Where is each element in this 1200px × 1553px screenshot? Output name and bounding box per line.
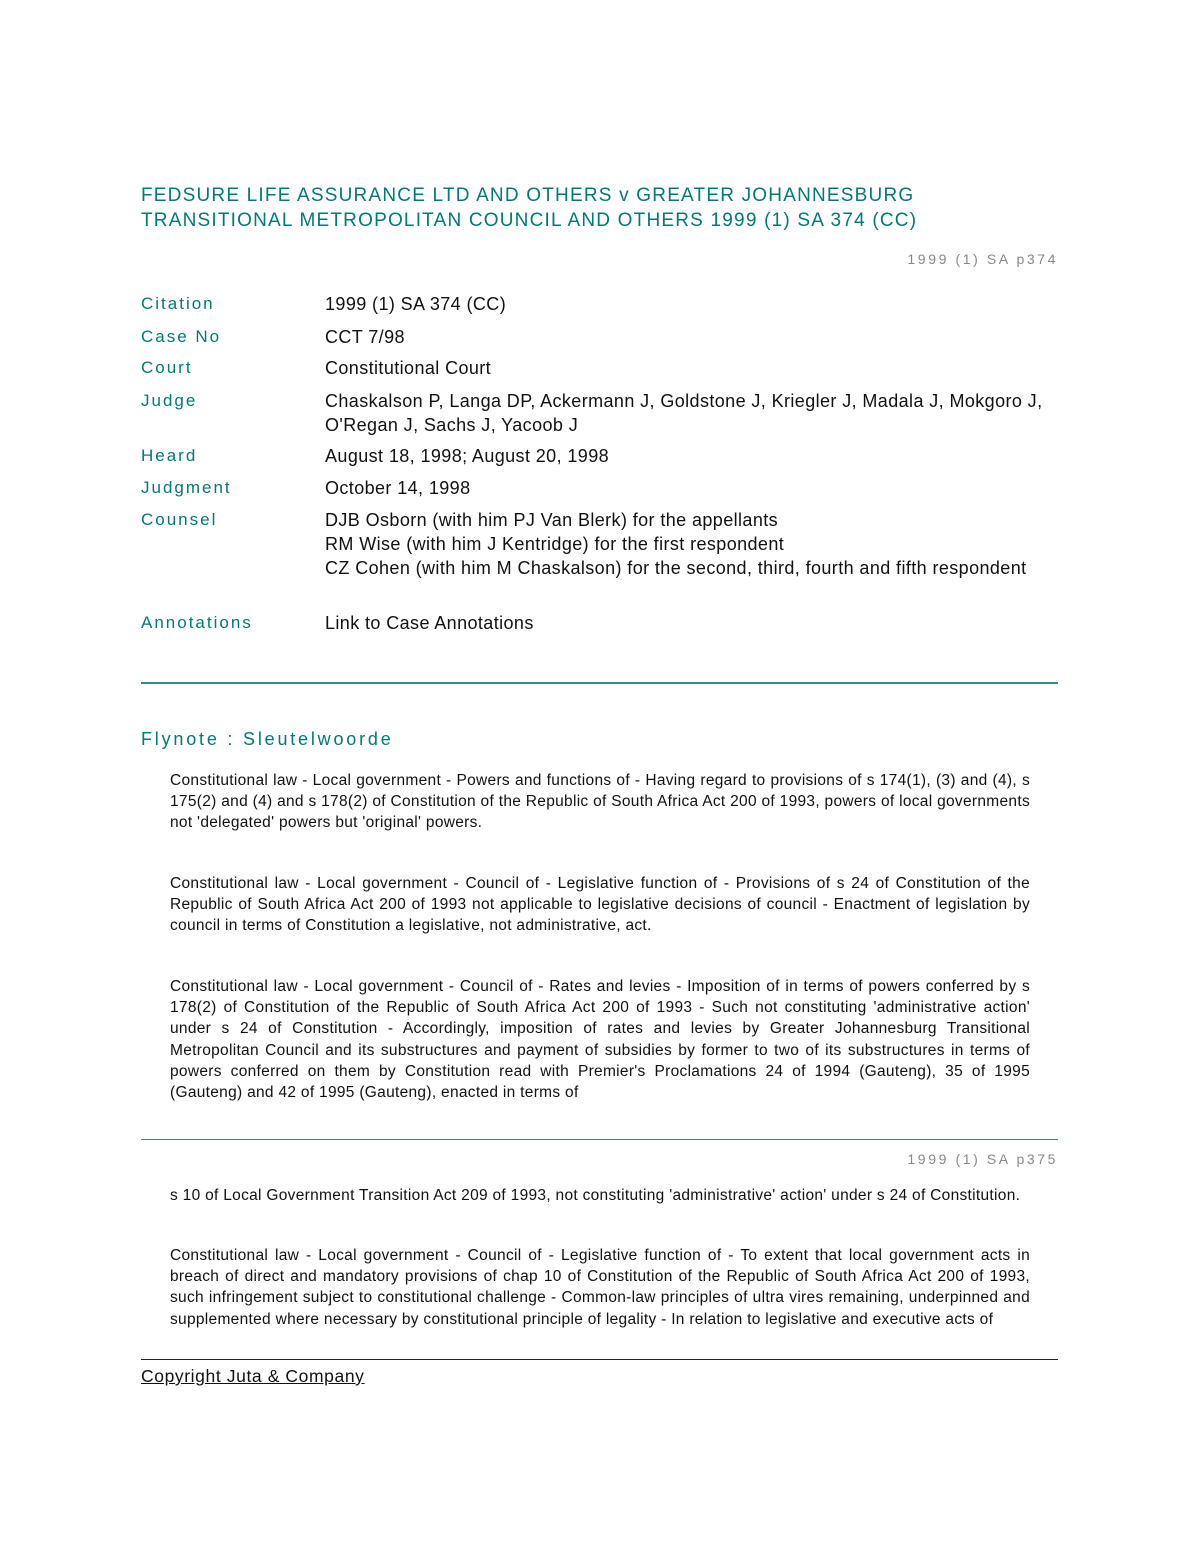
court-row <box>141 356 1058 389</box>
judge-row <box>141 389 1058 444</box>
section-divider <box>141 682 1058 684</box>
flynote-paragraph: Constitutional law - Local government - Council of - Legislative function of - Provisions of s 24 of Constitution of the Republic of South Africa Act 200 of 1993 not applicable to legislative decisions of council - Enactment of legislation by council in terms of Constitution a legislative, not administrative, act. <box>170 875 1030 935</box>
court-label: Court <box>141 358 193 377</box>
citation-value: 1999 (1) SA 374 (CC) <box>325 294 507 314</box>
counsel-line: CZ Cohen (with him M Chaskalson) for the second, third, fourth and fifth respondent <box>325 558 1027 578</box>
case-no-value: CCT 7/98 <box>325 327 405 347</box>
heard-row <box>141 444 1058 476</box>
counsel-value <box>325 508 1058 611</box>
footer-divider <box>141 1359 1058 1360</box>
annotations-row <box>141 611 1058 635</box>
case-no-label: Case No <box>141 327 222 346</box>
case-no-row <box>141 325 1058 356</box>
citation-row <box>141 292 1058 325</box>
page-reference-p374: 1999 (1) SA p374 <box>907 251 1058 267</box>
page-break-divider <box>141 1139 1058 1140</box>
page-reference-p375: 1999 (1) SA p375 <box>907 1151 1058 1167</box>
copyright-link[interactable]: Copyright Juta & Company <box>141 1366 365 1386</box>
judge-label: Judge <box>141 391 198 410</box>
heard-value: August 18, 1998; August 20, 1998 <box>325 446 610 466</box>
judgment-value: October 14, 1998 <box>325 478 471 498</box>
counsel-row <box>141 508 1058 611</box>
judgment-label: Judgment <box>141 478 232 497</box>
annotations-value <box>325 611 1058 635</box>
counsel-line: DJB Osborn (with him PJ Van Blerk) for the appellants <box>325 510 779 530</box>
flynote-paragraph: Constitutional law - Local government - Powers and functions of - Having regard to provisions of s 174(1), (3) and (4), s 175(2) and (4) and s 178(2) of Constitution of the Republic of South Africa Act 200 of 1993, powers of local governments not 'delegated' powers but 'original' powers. <box>170 772 1030 832</box>
heard-label: Heard <box>141 446 198 465</box>
flynote-paragraph: Constitutional law - Local government - Council of - Legislative function of - To extent that local government acts in breach of direct and mandatory provisions of chap 10 of Constitution of the Republic of South Africa Act 200 of 1993, such infringement subject to constitutional challenge - Common-law principles of ultra vires remaining, underpinned and supplemented where necessary by constitutional principle of legality - In relation to legislative and executive acts of <box>170 1247 1030 1328</box>
citation-label: Citation <box>141 294 215 313</box>
counsel-label: Counsel <box>141 510 218 529</box>
flynote-paragraph: s 10 of Local Government Transition Act 209 of 1993, not constituting 'administrative' action' under s 24 of Constitution. <box>170 1187 1021 1204</box>
flynote-paragraph: Constitutional law - Local government - Council of - Rates and levies - Imposition of in terms of powers conferred by s 178(2) of Constitution of the Republic of South Africa Act 200 of 1993 - Such not constituting 'administrative action' under s 24 of Constitution - Accordingly, imposition of rates and levies by Greater Johannesburg Transitional Metropolitan Council and its substructures and payment of subsidies by former to two of its substructures in terms of powers conferred on them by Constitution read with Premier's Proclamations 24 of 1994 (Gauteng), 35 of 1995 (Gauteng) and 42 of 1995 (Gauteng), enacted in terms of <box>170 978 1030 1102</box>
counsel-line: RM Wise (with him J Kentridge) for the first respondent <box>325 534 785 554</box>
flynote-heading: Flynote : Sleutelwoorde <box>141 729 394 749</box>
judge-value: Chaskalson P, Langa DP, Ackermann J, Goldstone J, Kriegler J, Madala J, Mokgoro J, O'Regan J, Sachs J, Yacoob J <box>325 391 1043 435</box>
judgment-row <box>141 476 1058 508</box>
case-title: FEDSURE LIFE ASSURANCE LTD AND OTHERS v GREATER JOHANNESBURG TRANSITIONAL METROPOLITAN COUNCIL AND OTHERS 1999 (1) SA 374 (CC) <box>141 185 918 231</box>
annotations-label: Annotations <box>141 613 253 632</box>
case-metadata <box>141 292 1058 635</box>
case-annotations-link[interactable]: Link to Case Annotations <box>325 613 534 633</box>
court-value: Constitutional Court <box>325 358 492 378</box>
